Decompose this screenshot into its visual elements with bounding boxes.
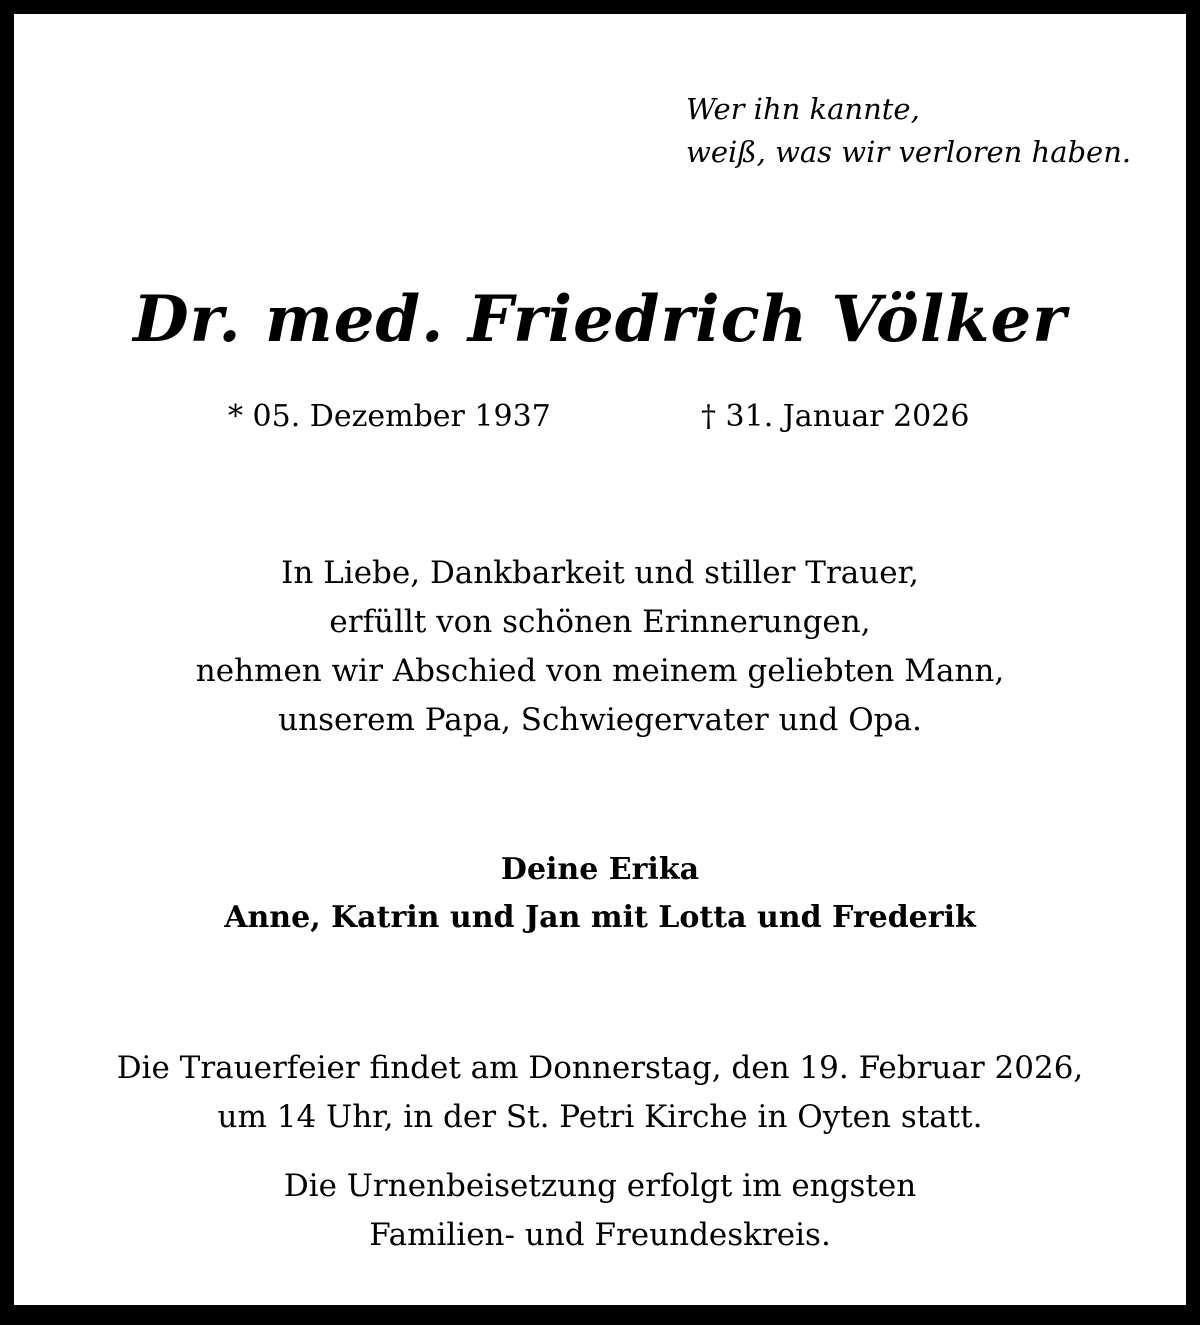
message-line: erfüllt von schönen Erinnerungen,: [329, 604, 871, 640]
farewell-message: [14, 549, 1186, 745]
deceased-name: Dr. med. Friedrich Völker: [133, 282, 1067, 357]
birth-date: * 05. Dezember 1937: [228, 399, 551, 434]
quote-line: Wer ihn kannte,: [686, 92, 920, 126]
death-date: † 31. Januar 2026: [701, 399, 970, 434]
mourner-line: Deine Erika: [500, 852, 700, 887]
funeral-line: um 14 Uhr, in der St. Petri Kirche in Oyten statt.: [217, 1099, 983, 1135]
message-line: unserem Papa, Schwiegervater und Opa.: [278, 702, 922, 738]
quote-line: weiß, was wir verloren haben.: [686, 135, 1132, 169]
message-line: nehmen wir Abschied von meinem geliebten Mann,: [195, 653, 1005, 689]
funeral-info: [14, 1044, 1186, 1142]
mourner-line: Anne, Katrin und Jan mit Lotta und Frederik: [224, 900, 976, 935]
burial-line: Familien- und Freundeskreis.: [369, 1217, 831, 1253]
mourners: [14, 846, 1186, 942]
burial-line: Die Urnenbeisetzung erfolgt im engsten: [283, 1168, 917, 1204]
funeral-line: Die Trauerfeier findet am Donnerstag, den 19. Februar 2026,: [116, 1050, 1084, 1086]
message-line: In Liebe, Dankbarkeit und stiller Trauer,: [281, 555, 919, 591]
burial-info: [14, 1162, 1186, 1260]
epigraph-quote: [686, 88, 1131, 174]
